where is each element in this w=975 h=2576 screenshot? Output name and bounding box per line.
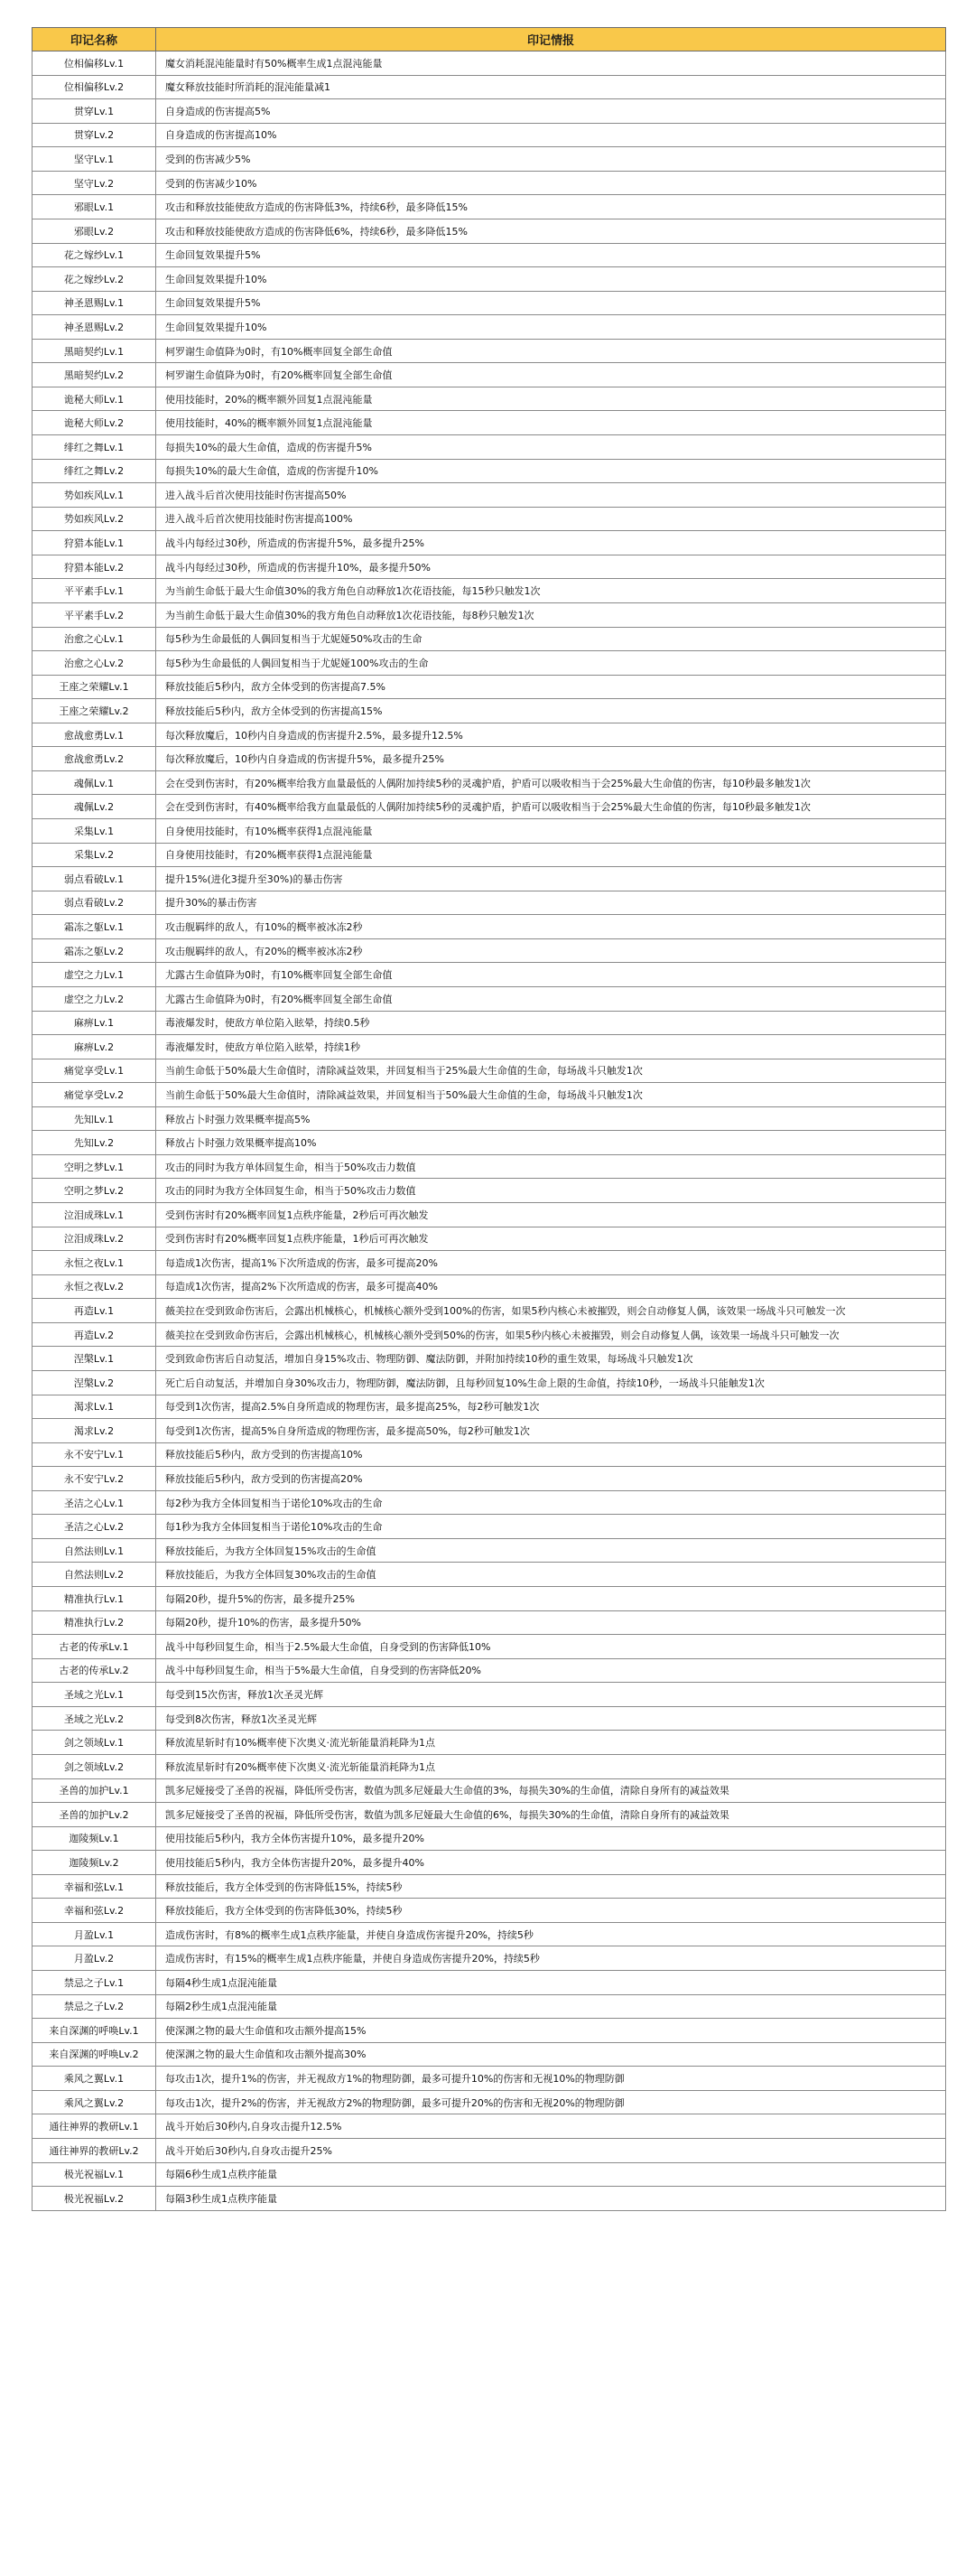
table-row <box>32 1083 946 1107</box>
table-row <box>32 195 946 219</box>
table-row <box>32 1946 946 1971</box>
table-row <box>32 938 946 963</box>
table-row <box>32 1658 946 1683</box>
table-row <box>32 770 946 795</box>
table-row <box>32 867 946 891</box>
imprint-name-cell: 神圣恩赐Lv.2 <box>32 315 156 340</box>
imprint-info-cell: 每受到1次伤害，提高2.5%自身所造成的物理伤害，最多提高25%，每2秒可触发1次 <box>156 1395 946 1419</box>
imprint-name-cell: 空明之梦Lv.1 <box>32 1154 156 1179</box>
table-row <box>32 843 946 867</box>
imprint-name-cell: 麻痹Lv.1 <box>32 1011 156 1035</box>
table-row <box>32 1899 946 1923</box>
imprint-info-cell: 每隔2秒生成1点混沌能量 <box>156 1994 946 2019</box>
imprint-info-cell: 受到的伤害减少10% <box>156 171 946 195</box>
imprint-name-cell: 通往神界的教研Lv.2 <box>32 2138 156 2162</box>
imprint-info-cell: 每造成1次伤害，提高2%下次所造成的伤害，最多可提高40% <box>156 1274 946 1299</box>
imprint-name-cell: 泣泪成珠Lv.2 <box>32 1227 156 1251</box>
imprint-name-cell: 圣洁之心Lv.1 <box>32 1490 156 1515</box>
imprint-name-cell: 愈战愈勇Lv.2 <box>32 747 156 771</box>
imprint-name-cell: 幸福和弦Lv.2 <box>32 1899 156 1923</box>
table-row <box>32 1610 946 1635</box>
imprint-info-cell: 每次释放魔后，10秒内自身造成的伤害提升5%，最多提升25% <box>156 747 946 771</box>
imprint-name-cell: 来自深渊的呼唤Lv.2 <box>32 2042 156 2067</box>
imprint-info-cell: 每隔3秒生成1点秩序能量 <box>156 2187 946 2211</box>
table-row <box>32 1251 946 1275</box>
imprint-name-cell: 禁忌之子Lv.2 <box>32 1994 156 2019</box>
table-row <box>32 1347 946 1371</box>
imprint-name-cell: 狩猎本能Lv.2 <box>32 555 156 579</box>
imprint-info-cell: 释放技能后，为我方全体回复15%攻击的生命值 <box>156 1538 946 1563</box>
table-row <box>32 1203 946 1227</box>
imprint-name-cell: 狩猎本能Lv.1 <box>32 531 156 555</box>
imprint-name-cell: 乘风之翼Lv.2 <box>32 2090 156 2114</box>
table-row <box>32 1587 946 1611</box>
table-row <box>32 531 946 555</box>
imprint-info-cell: 释放占卜时强力效果概率提高5% <box>156 1106 946 1131</box>
imprint-info-cell: 当前生命低于50%最大生命值时，清除减益效果，并回复相当于25%最大生命值的生命，每场战斗只触发1次 <box>156 1059 946 1083</box>
imprint-name-cell: 魂佩Lv.2 <box>32 795 156 819</box>
imprint-info-cell: 会在受到伤害时，有40%概率给我方血量最低的人偶附加持续5秒的灵魂护盾，护盾可以吸收相当于会25%最大生命值的伤害，每10秒最多触发1次 <box>156 795 946 819</box>
imprint-name-cell: 永恒之夜Lv.2 <box>32 1274 156 1299</box>
imprint-info-cell: 每隔20秒，提升5%的伤害，最多提升25% <box>156 1587 946 1611</box>
imprint-name-cell: 治愈之心Lv.2 <box>32 651 156 676</box>
table-row <box>32 411 946 435</box>
table-row <box>32 2019 946 2043</box>
imprint-info-cell: 魔女消耗混沌能量时有50%概率生成1点混沌能量 <box>156 51 946 76</box>
table-row <box>32 2042 946 2067</box>
imprint-name-cell: 痛觉享受Lv.2 <box>32 1083 156 1107</box>
imprint-name-cell: 自然法则Lv.1 <box>32 1538 156 1563</box>
imprint-info-cell: 毒液爆发时，使敌方单位陷入眩晕，持续1秒 <box>156 1035 946 1059</box>
imprint-name-cell: 月盈Lv.1 <box>32 1922 156 1946</box>
imprint-info-cell: 受到伤害时有20%概率回复1点秩序能量，1秒后可再次触发 <box>156 1227 946 1251</box>
imprint-name-cell: 迦陵频Lv.2 <box>32 1851 156 1875</box>
imprint-info-cell: 自身造成的伤害提高10% <box>156 123 946 147</box>
imprint-name-cell: 泣泪成珠Lv.1 <box>32 1203 156 1227</box>
table-row <box>32 986 946 1011</box>
imprint-name-cell: 霜冻之躯Lv.1 <box>32 915 156 939</box>
table-row <box>32 1154 946 1179</box>
imprint-name-cell: 涅槃Lv.2 <box>32 1370 156 1395</box>
imprint-info-cell: 释放技能后5秒内，敌方全体受到的伤害提高15% <box>156 699 946 723</box>
imprint-name-cell: 位相偏移Lv.2 <box>32 75 156 99</box>
imprint-info-cell: 释放技能后5秒内，敌方受到的伤害提高20% <box>156 1467 946 1491</box>
table-row <box>32 1563 946 1587</box>
imprint-name-cell: 平平素手Lv.2 <box>32 602 156 627</box>
imprint-name-cell: 极光祝福Lv.1 <box>32 2162 156 2187</box>
imprint-rows <box>32 51 946 2211</box>
imprint-name-cell: 精准执行Lv.1 <box>32 1587 156 1611</box>
imprint-name-cell: 自然法则Lv.2 <box>32 1563 156 1587</box>
imprint-name-cell: 王座之荣耀Lv.1 <box>32 675 156 699</box>
imprint-info-cell: 每攻击1次，提升2%的伤害，并无视敌方2%的物理防御，最多可提升20%的伤害和无视20%的物理防御 <box>156 2090 946 2114</box>
imprint-info-cell: 每受到1次伤害，提高5%自身所造成的物理伤害，最多提高50%，每2秒可触发1次 <box>156 1419 946 1443</box>
imprint-info-cell: 释放技能后5秒内，敌方受到的伤害提高10% <box>156 1442 946 1467</box>
imprint-info-cell: 释放技能后，为我方全体回复30%攻击的生命值 <box>156 1563 946 1587</box>
table-row <box>32 1370 946 1395</box>
imprint-info-cell: 每受到8次伤害，释放1次圣灵光辉 <box>156 1706 946 1731</box>
imprint-info-cell: 攻击和释放技能使敌方造成的伤害降低3%，持续6秒，最多降低15% <box>156 195 946 219</box>
table-row <box>32 507 946 531</box>
imprint-info-cell: 自身造成的伤害提高5% <box>156 99 946 124</box>
table-row <box>32 2067 946 2091</box>
imprint-name-cell: 剑之领域Lv.2 <box>32 1754 156 1778</box>
imprint-info-cell: 薇美拉在受到致命伤害后，会露出机械核心，机械核心额外受到50%的伤害，如果5秒内核心未被摧毁，则会自动修复人偶，该效果一场战斗只可触发一次 <box>156 1322 946 1347</box>
imprint-name-cell: 平平素手Lv.1 <box>32 579 156 603</box>
imprint-name-cell: 黑暗契约Lv.2 <box>32 363 156 387</box>
table-row <box>32 1635 946 1659</box>
imprint-info-cell: 尤露古生命值降为0时，有20%概率回复全部生命值 <box>156 986 946 1011</box>
imprint-info-cell: 造成伤害时，有8%的概率生成1点秩序能量，并使自身造成伤害提升20%，持续5秒 <box>156 1922 946 1946</box>
imprint-info-cell: 攻击舰羁绊的敌人，有20%的概率被冰冻2秒 <box>156 938 946 963</box>
table-row <box>32 219 946 243</box>
table-row <box>32 2187 946 2211</box>
imprint-name-cell: 古老的传承Lv.1 <box>32 1635 156 1659</box>
imprint-info-cell: 魔女释放技能时所消耗的混沌能量减1 <box>156 75 946 99</box>
imprint-name-cell: 花之嫁纱Lv.1 <box>32 243 156 267</box>
table-row <box>32 1419 946 1443</box>
imprint-name-cell: 黑暗契约Lv.1 <box>32 339 156 363</box>
table-row <box>32 579 946 603</box>
imprint-name-cell: 禁忌之子Lv.1 <box>32 1971 156 1995</box>
imprint-info-cell: 生命回复效果提升10% <box>156 315 946 340</box>
imprint-name-cell: 幸福和弦Lv.1 <box>32 1874 156 1899</box>
imprint-info-cell: 释放技能后，我方全体受到的伤害降低30%，持续5秒 <box>156 1899 946 1923</box>
imprint-info-cell: 生命回复效果提升5% <box>156 291 946 315</box>
imprint-info-cell: 凯多尼娅接受了圣兽的祝福，降低所受伤害，数值为凯多尼娅最大生命值的3%，每损失30%的生命值，清除自身所有的减益效果 <box>156 1778 946 1803</box>
table-row <box>32 363 946 387</box>
imprint-name-cell: 势如疾风Lv.1 <box>32 483 156 508</box>
table-row <box>32 891 946 915</box>
table-row <box>32 1538 946 1563</box>
table-row <box>32 267 946 292</box>
imprint-info-cell: 提升30%的暴击伤害 <box>156 891 946 915</box>
table-row <box>32 147 946 172</box>
imprint-info-cell: 使深渊之物的最大生命值和攻击额外提高30% <box>156 2042 946 2067</box>
table-row <box>32 75 946 99</box>
imprint-info-cell: 受到伤害时有20%概率回复1点秩序能量，2秒后可再次触发 <box>156 1203 946 1227</box>
imprint-info-cell: 每隔4秒生成1点混沌能量 <box>156 1971 946 1995</box>
table-row <box>32 651 946 676</box>
imprint-info-cell: 每隔6秒生成1点秩序能量 <box>156 2162 946 2187</box>
imprint-name-cell: 邪眼Lv.1 <box>32 195 156 219</box>
table-row <box>32 1778 946 1803</box>
imprint-name-cell: 邪眼Lv.2 <box>32 219 156 243</box>
imprint-name-cell: 治愈之心Lv.1 <box>32 627 156 651</box>
imprint-name-cell: 位相偏移Lv.1 <box>32 51 156 76</box>
imprint-info-cell: 自身使用技能时，有10%概率获得1点混沌能量 <box>156 819 946 844</box>
table-row <box>32 1803 946 1827</box>
imprint-name-cell: 霜冻之躯Lv.2 <box>32 938 156 963</box>
table-row <box>32 99 946 124</box>
table-row <box>32 291 946 315</box>
imprint-name-cell: 弱点看破Lv.2 <box>32 891 156 915</box>
imprint-info-cell: 每损失10%的最大生命值，造成的伤害提升10% <box>156 459 946 483</box>
imprint-name-cell: 诡秘大师Lv.2 <box>32 411 156 435</box>
imprint-name-cell: 月盈Lv.2 <box>32 1946 156 1971</box>
imprint-info-cell: 攻击的同时为我方单体回复生命，相当于50%攻击力数值 <box>156 1154 946 1179</box>
table-row <box>32 795 946 819</box>
imprint-name-cell: 永不安宁Lv.1 <box>32 1442 156 1467</box>
imprint-info-cell: 释放技能后，我方全体受到的伤害降低15%，持续5秒 <box>156 1874 946 1899</box>
imprint-name-cell: 渴求Lv.2 <box>32 1419 156 1443</box>
table-row <box>32 435 946 460</box>
imprint-name-cell: 绯红之舞Lv.2 <box>32 459 156 483</box>
imprint-info-cell: 造成伤害时，有15%的概率生成1点秩序能量，并使自身造成伤害提升20%，持续5秒 <box>156 1946 946 1971</box>
imprint-info-cell: 薇美拉在受到致命伤害后，会露出机械核心，机械核心额外受到100%的伤害，如果5秒内核心未被摧毁，则会自动修复人偶，该效果一场战斗只可触发一次 <box>156 1299 946 1323</box>
table-row <box>32 723 946 747</box>
imprint-info-cell: 使深渊之物的最大生命值和攻击额外提高15% <box>156 2019 946 2043</box>
imprint-info-cell: 战斗中每秒回复生命，相当于2.5%最大生命值，自身受到的伤害降低10% <box>156 1635 946 1659</box>
imprint-name-cell: 迦陵频Lv.1 <box>32 1826 156 1851</box>
imprint-info-cell: 会在受到伤害时，有20%概率给我方血量最低的人偶附加持续5秒的灵魂护盾，护盾可以吸收相当于会25%最大生命值的伤害，每10秒最多触发1次 <box>156 770 946 795</box>
imprint-info-cell: 使用技能后5秒内，我方全体伤害提升10%，最多提升20% <box>156 1826 946 1851</box>
table-row <box>32 675 946 699</box>
table-row <box>32 1395 946 1419</box>
imprint-info-cell: 每5秒为生命最低的人偶回复相当于尤妮娅50%攻击的生命 <box>156 627 946 651</box>
table-row <box>32 51 946 76</box>
table-row <box>32 1059 946 1083</box>
table-row <box>32 1971 946 1995</box>
table-row <box>32 1274 946 1299</box>
table-row <box>32 1731 946 1755</box>
imprint-info-cell: 生命回复效果提升5% <box>156 243 946 267</box>
imprint-info-cell: 死亡后自动复活，并增加自身30%攻击力，物理防御，魔法防御，且每秒回复10%生命上限的生命值，持续10秒，一场战斗只能触发1次 <box>156 1370 946 1395</box>
imprint-info-cell: 受到的伤害减少5% <box>156 147 946 172</box>
imprint-name-cell: 圣域之光Lv.2 <box>32 1706 156 1731</box>
table-row <box>32 1467 946 1491</box>
table-row <box>32 315 946 340</box>
imprint-name-cell: 弱点看破Lv.1 <box>32 867 156 891</box>
imprint-name-cell: 圣兽的加护Lv.1 <box>32 1778 156 1803</box>
imprint-info-cell: 攻击的同时为我方全体回复生命，相当于50%攻击力数值 <box>156 1179 946 1203</box>
imprint-name-cell: 花之嫁纱Lv.2 <box>32 267 156 292</box>
table-row <box>32 1227 946 1251</box>
imprint-info-cell: 每损失10%的最大生命值，造成的伤害提升5% <box>156 435 946 460</box>
imprint-info-cell: 战斗内每经过30秒，所造成的伤害提升5%，最多提升25% <box>156 531 946 555</box>
table-row <box>32 963 946 987</box>
imprint-name-cell: 先知Lv.1 <box>32 1106 156 1131</box>
table-row <box>32 1515 946 1539</box>
imprint-info-cell: 每造成1次伤害，提高1%下次所造成的伤害，最多可提高20% <box>156 1251 946 1275</box>
table-row <box>32 483 946 508</box>
imprint-info-cell: 释放技能后5秒内，敌方全体受到的伤害提高7.5% <box>156 675 946 699</box>
imprint-info-cell: 攻击舰羁绊的敌人，有10%的概率被冰冻2秒 <box>156 915 946 939</box>
imprint-info-cell: 柯罗谢生命值降为0时，有10%概率回复全部生命值 <box>156 339 946 363</box>
imprint-name-cell: 绯红之舞Lv.1 <box>32 435 156 460</box>
header-imprint-info: 印记情报 <box>156 28 946 51</box>
table-row <box>32 915 946 939</box>
imprint-info-cell: 为当前生命低于最大生命值30%的我方角色自动释放1次花语技能，每15秒只触发1次 <box>156 579 946 603</box>
imprint-info-cell: 凯多尼娅接受了圣兽的祝福，降低所受伤害，数值为凯多尼娅最大生命值的6%，每损失30%的生命值，清除自身所有的减益效果 <box>156 1803 946 1827</box>
table-row <box>32 1322 946 1347</box>
table-row <box>32 1683 946 1707</box>
imprint-info-cell: 提升15%(进化3提升至30%)的暴击伤害 <box>156 867 946 891</box>
table-row <box>32 1706 946 1731</box>
table-row <box>32 699 946 723</box>
imprint-info-cell: 战斗开始后30秒内,自身攻击提升12.5% <box>156 2114 946 2139</box>
imprint-name-cell: 贯穿Lv.1 <box>32 99 156 124</box>
imprint-name-cell: 贯穿Lv.2 <box>32 123 156 147</box>
imprint-name-cell: 采集Lv.2 <box>32 843 156 867</box>
imprint-info-cell: 每攻击1次，提升1%的伤害，并无视敌方1%的物理防御，最多可提升10%的伤害和无视10%的物理防御 <box>156 2067 946 2091</box>
imprint-info-cell: 毒液爆发时，使敌方单位陷入眩晕，持续0.5秒 <box>156 1011 946 1035</box>
imprint-name-cell: 乘风之翼Lv.1 <box>32 2067 156 2091</box>
imprint-info-cell: 攻击和释放技能使敌方造成的伤害降低6%，持续6秒，最多降低15% <box>156 219 946 243</box>
imprint-info-cell: 释放流星斩时有20%概率使下次奥义·流光斩能量消耗降为1点 <box>156 1754 946 1778</box>
table-row <box>32 171 946 195</box>
table-row <box>32 1179 946 1203</box>
header-row <box>32 28 946 51</box>
table-row <box>32 1011 946 1035</box>
table-row <box>32 2090 946 2114</box>
imprint-name-cell: 极光祝福Lv.2 <box>32 2187 156 2211</box>
imprint-name-cell: 空明之梦Lv.2 <box>32 1179 156 1203</box>
table-row <box>32 1922 946 1946</box>
imprint-info-cell: 自身使用技能时，有20%概率获得1点混沌能量 <box>156 843 946 867</box>
imprint-name-cell: 永不安宁Lv.2 <box>32 1467 156 1491</box>
table-row <box>32 459 946 483</box>
imprint-name-cell: 通往神界的教研Lv.1 <box>32 2114 156 2139</box>
imprint-name-cell: 王座之荣耀Lv.2 <box>32 699 156 723</box>
imprint-name-cell: 势如疾风Lv.2 <box>32 507 156 531</box>
imprint-name-cell: 虚空之力Lv.1 <box>32 963 156 987</box>
imprint-info-cell: 使用技能时，40%的概率额外回复1点混沌能量 <box>156 411 946 435</box>
table-row <box>32 602 946 627</box>
imprint-info-cell: 柯罗谢生命值降为0时，有20%概率回复全部生命值 <box>156 363 946 387</box>
imprint-name-cell: 再造Lv.1 <box>32 1299 156 1323</box>
imprint-info-cell: 战斗开始后30秒内,自身攻击提升25% <box>156 2138 946 2162</box>
table-row <box>32 819 946 844</box>
table-row <box>32 123 946 147</box>
imprint-name-cell: 诡秘大师Lv.1 <box>32 387 156 411</box>
imprint-name-cell: 来自深渊的呼唤Lv.1 <box>32 2019 156 2043</box>
table-row <box>32 387 946 411</box>
table-row <box>32 1106 946 1131</box>
table-row <box>32 2162 946 2187</box>
imprint-name-cell: 圣洁之心Lv.2 <box>32 1515 156 1539</box>
imprint-info-cell: 每受到15次伤害，释放1次圣灵光辉 <box>156 1683 946 1707</box>
imprint-name-cell: 剑之领域Lv.1 <box>32 1731 156 1755</box>
table-row <box>32 1754 946 1778</box>
table-row <box>32 747 946 771</box>
table-row <box>32 1442 946 1467</box>
imprint-name-cell: 永恒之夜Lv.1 <box>32 1251 156 1275</box>
table-row <box>32 2138 946 2162</box>
table-row <box>32 1826 946 1851</box>
imprint-name-cell: 古老的传承Lv.2 <box>32 1658 156 1683</box>
table-row <box>32 1994 946 2019</box>
imprint-name-cell: 坚守Lv.2 <box>32 171 156 195</box>
imprint-name-cell: 圣域之光Lv.1 <box>32 1683 156 1707</box>
imprint-info-cell: 战斗内每经过30秒，所造成的伤害提升10%，最多提升50% <box>156 555 946 579</box>
imprint-info-cell: 使用技能时，20%的概率额外回复1点混沌能量 <box>156 387 946 411</box>
header-imprint-name: 印记名称 <box>32 28 156 51</box>
imprint-name-cell: 涅槃Lv.1 <box>32 1347 156 1371</box>
table-row <box>32 627 946 651</box>
imprint-name-cell: 魂佩Lv.1 <box>32 770 156 795</box>
table-row <box>32 555 946 579</box>
imprint-name-cell: 虚空之力Lv.2 <box>32 986 156 1011</box>
imprint-info-cell: 进入战斗后首次使用技能时伤害提高50% <box>156 483 946 508</box>
imprint-info-cell: 每隔20秒，提升10%的伤害，最多提升50% <box>156 1610 946 1635</box>
imprint-name-cell: 渴求Lv.1 <box>32 1395 156 1419</box>
imprint-info-cell: 每次释放魔后，10秒内自身造成的伤害提升2.5%，最多提升12.5% <box>156 723 946 747</box>
imprint-name-cell: 采集Lv.1 <box>32 819 156 844</box>
imprint-info-cell: 为当前生命低于最大生命值30%的我方角色自动释放1次花语技能，每8秒只触发1次 <box>156 602 946 627</box>
table-row <box>32 243 946 267</box>
imprint-name-cell: 愈战愈勇Lv.1 <box>32 723 156 747</box>
table-row <box>32 1851 946 1875</box>
imprint-name-cell: 麻痹Lv.2 <box>32 1035 156 1059</box>
imprint-name-cell: 先知Lv.2 <box>32 1131 156 1155</box>
table-row <box>32 339 946 363</box>
imprint-info-cell: 当前生命低于50%最大生命值时，清除减益效果，并回复相当于50%最大生命值的生命，每场战斗只触发1次 <box>156 1083 946 1107</box>
imprint-info-cell: 释放流星斩时有10%概率使下次奥义·流光斩能量消耗降为1点 <box>156 1731 946 1755</box>
table-row <box>32 1035 946 1059</box>
imprint-table <box>32 27 946 2211</box>
imprint-name-cell: 坚守Lv.1 <box>32 147 156 172</box>
table-row <box>32 1490 946 1515</box>
imprint-info-cell: 战斗中每秒回复生命，相当于5%最大生命值，自身受到的伤害降低20% <box>156 1658 946 1683</box>
imprint-name-cell: 再造Lv.2 <box>32 1322 156 1347</box>
imprint-name-cell: 圣兽的加护Lv.2 <box>32 1803 156 1827</box>
table-row <box>32 1299 946 1323</box>
imprint-name-cell: 神圣恩赐Lv.1 <box>32 291 156 315</box>
imprint-info-cell: 受到致命伤害后自动复活，增加自身15%攻击、物理防御、魔法防御，并附加持续10秒的重生效果，每场战斗只触发1次 <box>156 1347 946 1371</box>
imprint-info-cell: 生命回复效果提升10% <box>156 267 946 292</box>
table-row <box>32 2114 946 2139</box>
imprint-info-cell: 尤露古生命值降为0时，有10%概率回复全部生命值 <box>156 963 946 987</box>
imprint-info-cell: 每5秒为生命最低的人偶回复相当于尤妮娅100%攻击的生命 <box>156 651 946 676</box>
imprint-info-cell: 每2秒为我方全体回复相当于诺伦10%攻击的生命 <box>156 1490 946 1515</box>
imprint-info-cell: 释放占卜时强力效果概率提高10% <box>156 1131 946 1155</box>
imprint-info-cell: 使用技能后5秒内，我方全体伤害提升20%，最多提升40% <box>156 1851 946 1875</box>
imprint-info-cell: 每1秒为我方全体回复相当于诺伦10%攻击的生命 <box>156 1515 946 1539</box>
imprint-info-cell: 进入战斗后首次使用技能时伤害提高100% <box>156 507 946 531</box>
table-row <box>32 1131 946 1155</box>
imprint-sheet <box>32 27 945 2211</box>
imprint-name-cell: 精准执行Lv.2 <box>32 1610 156 1635</box>
table-row <box>32 1874 946 1899</box>
imprint-name-cell: 痛觉享受Lv.1 <box>32 1059 156 1083</box>
